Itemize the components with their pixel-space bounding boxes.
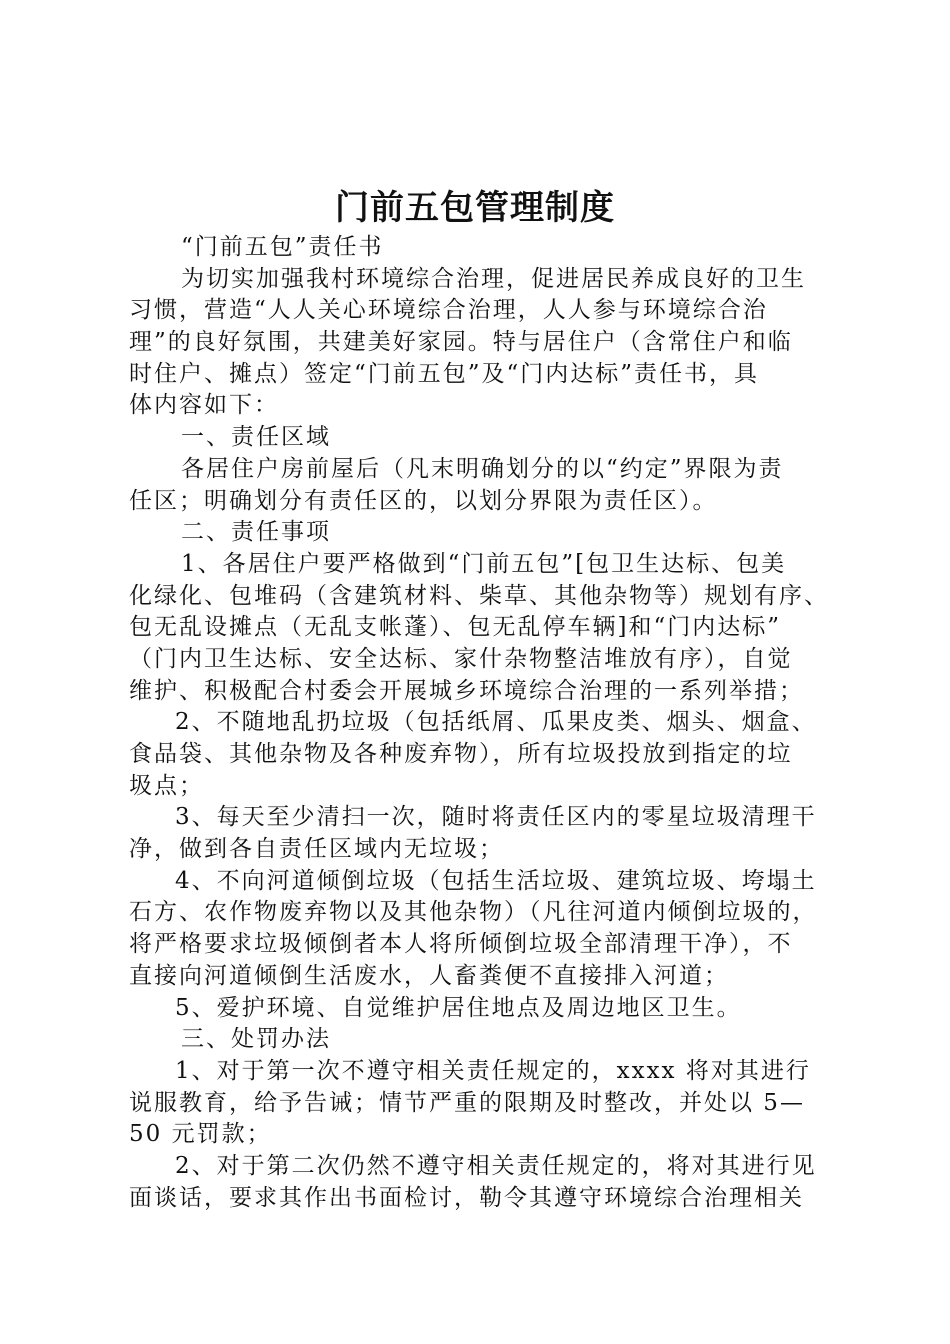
paragraph-line: 包无乱设摊点（无乱支帐蓬）、包无乱停车辆]和“门内达标”: [129, 614, 781, 641]
paragraph-line: 石方、农作物废弃物以及其他杂物）（凡往河道内倾倒垃圾的，: [129, 899, 818, 926]
subtitle-line: “门前五包”责任书: [181, 234, 384, 260]
paragraph-line: 4、不向河道倾倒垃圾（包括生活垃圾、建筑垃圾、垮塌土: [175, 867, 817, 894]
paragraph-line: 为切实加强我村环境综合治理，促进居民养成良好的卫生: [181, 265, 806, 292]
paragraph-line: 食品袋、其他杂物及各种废弃物），所有垃圾投放到指定的垃: [129, 741, 793, 767]
document-title: 门前五包管理制度: [335, 188, 615, 228]
paragraph-line: （门内卫生达标、安全达标、家什杂物整洁堆放有序），自觉: [129, 645, 793, 672]
section-heading: 三、处罚办法: [181, 1026, 331, 1053]
paragraph-line: 直接向河道倾倒生活废水，人畜粪便不直接排入河道；: [129, 962, 729, 989]
paragraph-line: 2、对于第二次仍然不遵守相关责任规定的，将对其进行见: [175, 1152, 817, 1179]
paragraph-line: 任区；明确划分有责任区的，以划分界限为责任区）。: [129, 487, 718, 514]
paragraph-line: 圾点；: [129, 772, 204, 799]
paragraph-line: 将严格要求垃圾倾倒者本人将所倾倒垃圾全部清理干净），不: [129, 931, 793, 958]
paragraph-line: 净，做到各自责任区域内无垃圾；: [129, 836, 504, 863]
paragraph-line: 1、对于第一次不遵守相关责任规定的，xxxx 将对其进行: [175, 1057, 811, 1084]
paragraph-line: 化绿化、包堆码（含建筑材料、柴草、其他杂物等）规划有序、: [129, 582, 829, 609]
paragraph-line: 1、各居住户要严格做到“门前五包”[包卫生达标、包美: [181, 550, 787, 577]
paragraph-line: 体内容如下：: [129, 392, 279, 419]
section-heading: 一、责任区域: [181, 424, 331, 451]
paragraph-line: 时住户、摊点）签定“门前五包”及“门内达标”责任书，具: [129, 360, 760, 387]
paragraph-line: 说服教育，给予告诫；情节严重的限期及时整改，并处以 5—: [129, 1089, 805, 1116]
paragraph-line: 50 元罚款；: [129, 1121, 272, 1148]
paragraph-line: 习惯，营造“人人关心环境综合治理，人人参与环境综合治: [129, 297, 768, 324]
paragraph-line: 2、不随地乱扔垃圾（包括纸屑、瓜果皮类、烟头、烟盒、: [175, 709, 817, 736]
paragraph-line: 3、每天至少清扫一次，随时将责任区内的零星垃圾清理干: [175, 804, 817, 831]
paragraph-line: 各居住户房前屋后（凡末明确划分的以“约定”界限为责: [181, 455, 784, 482]
paragraph-line: 理”的良好氛围，共建美好家园。特与居住户（含常住户和临: [129, 329, 793, 356]
paragraph-line: 面谈话，要求其作出书面检讨，勒令其遵守环境综合治理相关: [129, 1184, 804, 1211]
document-body: [129, 232, 829, 1214]
paragraph-line: 5、爱护环境、自觉维护居住地点及周边地区卫生。: [175, 994, 742, 1021]
section-heading: 二、责任事项: [181, 519, 331, 546]
paragraph-line: 维护、积极配合村委会开展城乡环境综合治理的一系列举措；: [129, 677, 804, 704]
